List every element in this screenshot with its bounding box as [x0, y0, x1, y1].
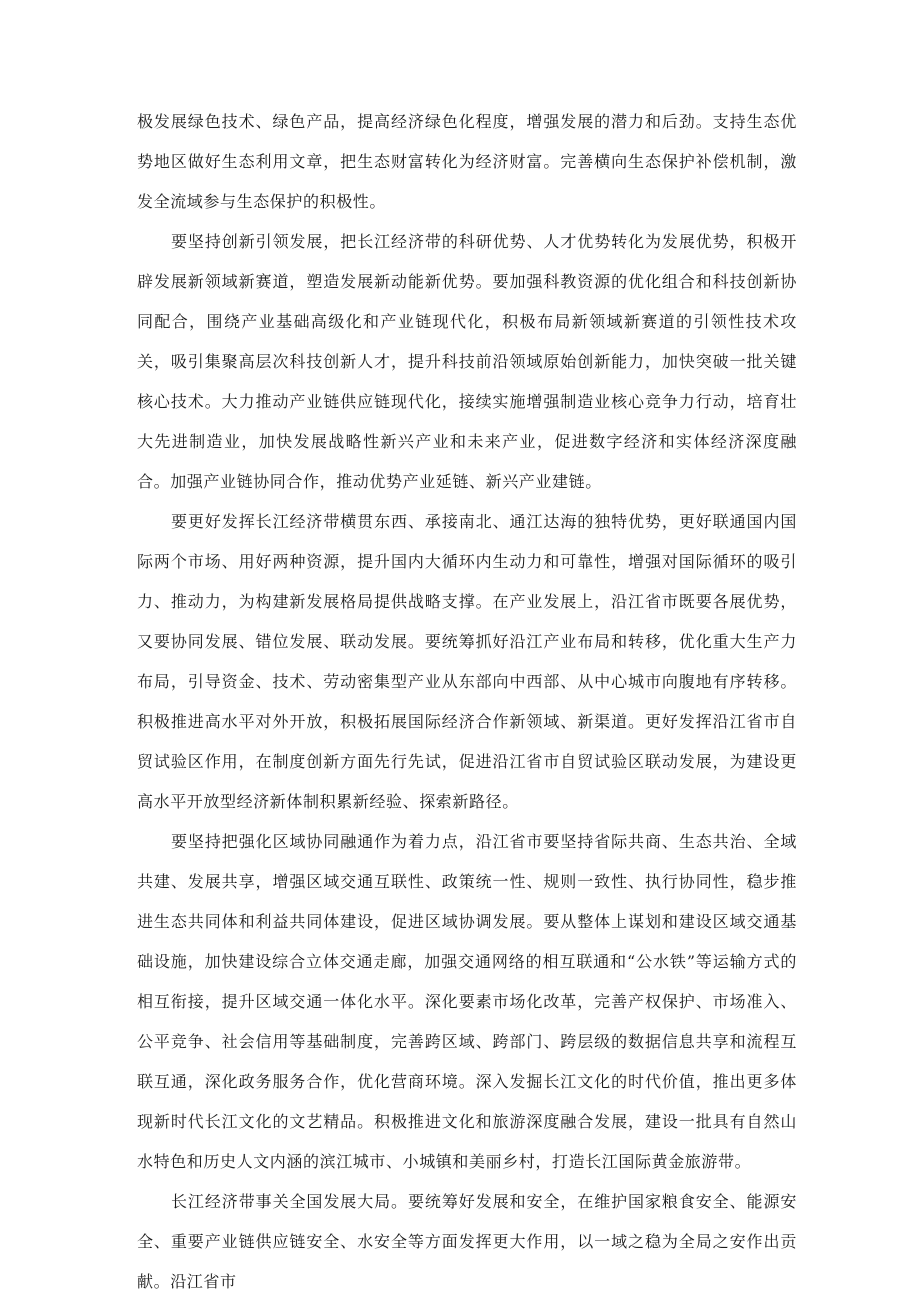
paragraph-development-security: 长江经济带事关全国发展大局。要统筹好发展和安全，在维护国家粮食安全、能源安全、重要产业链供应链安全、水安全等方面发挥更大作用，以一域之稳为全局之安作出贡献。沿江省市 [137, 1192, 797, 1291]
paragraph-continuation: 极发展绿色技术、绿色产品，提高经济绿色化程度，增强发展的潜力和后劲。支持生态优势地区做好生态利用文章，把生态财富转化为经济财富。完善横向生态保护补偿机制，激发全流域参与生态保护的积极性。 [137, 112, 797, 211]
paragraph-innovation: 要坚持创新引领发展，把长江经济带的科研优势、人才优势转化为发展优势，积极开辟发展新领域新赛道，塑造发展新动能新优势。要加强科教资源的优化组合和科技创新协同配合，围绕产业基础高级化和产业链现代化，积极布局新领域新赛道的引领性技术攻关，吸引集聚高层次科技创新人才，提升科技前沿领域原始创新能力，加快突破一批关键核心技术。大力推动产业链供应链现代化，接续实施增强制造业核心竞争力行动，培育壮大先进制造业，加快发展战略性新兴产业和未来产业，促进数字经济和实体经济深度融合。加强产业链协同合作，推动优势产业延链、新兴产业建链。 [137, 232, 797, 491]
paragraph-regional-coordination: 要坚持把强化区域协同融通作为着力点，沿江省市要坚持省际共商、生态共治、全域共建、发展共享，增强区域交通互联性、政策统一性、规则一致性、执行协同性，稳步推进生态共同体和利益共同体建设，促进区域协调发展。要从整体上谋划和建设区域交通基础设施，加快建设综合立体交通走廊，加强交通网络的相互联通和“公水铁”等运输方式的相互衔接，提升区域交通一体化水平。深化要素市场化改革，完善产权保护、市场准入、公平竞争、社会信用等基础制度，完善跨区域、跨部门、跨层级的数据信息共享和流程互联互通，深化政务服务合作，优化营商环境。深入发掘长江文化的时代价值，推出更多体现新时代长江文化的文艺精品。积极推进文化和旅游深度融合发展，建设一批具有自然山水特色和历史人文内涵的滨江城市、小城镇和美丽乡村，打造长江国际黄金旅游带。 [137, 832, 797, 1171]
paragraph-dual-circulation: 要更好发挥长江经济带横贯东西、承接南北、通江达海的独特优势，更好联通国内国际两个市场、用好两种资源，提升国内大循环内生动力和可靠性，增强对国际循环的吸引力、推动力，为构建新发展格局提供战略支撑。在产业发展上，沿江省市既要各展优势，又要协同发展、错位发展、联动发展。要统筹抓好沿江产业布局和转移，优化重大生产力布局，引导资金、技术、劳动密集型产业从东部向中西部、从中心城市向腹地有序转移。积极推进高水平对外开放，积极拓展国际经济合作新领域、新渠道。更好发挥沿江省市自贸试验区作用，在制度创新方面先行先试，促进沿江省市自贸试验区联动发展，为建设更高水平开放型经济新体制积累新经验、探索新路径。 [137, 512, 797, 811]
document-body [137, 102, 797, 1302]
